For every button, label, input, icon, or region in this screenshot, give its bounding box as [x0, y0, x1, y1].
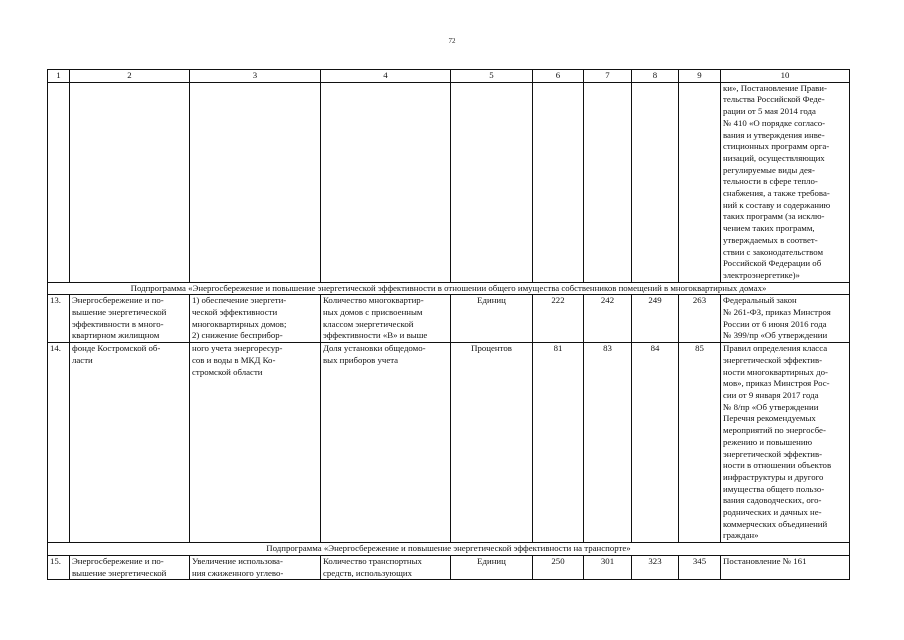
column-header: 5: [451, 70, 533, 83]
row-number: 15.: [48, 555, 70, 579]
task-cell: ного учета энергоресур- сов и воды в МКД Ко- стромской области: [190, 343, 321, 543]
column-header: 10: [721, 70, 850, 83]
table-row: [48, 295, 850, 343]
page-number: 72: [448, 37, 456, 45]
table-row-continuation: [48, 82, 850, 282]
value-cell: 242: [584, 295, 632, 343]
value-cell: 301: [584, 555, 632, 579]
column-header: 1: [48, 70, 70, 83]
event-name-cell: Энергосбережение и по- вышение энергетической эффективности в много- квартирном жилищном: [70, 295, 190, 343]
value-cell: 222: [533, 295, 584, 343]
column-header: 4: [321, 70, 451, 83]
column-header: 7: [584, 70, 632, 83]
column-number-row: [48, 70, 850, 83]
legal-basis-cell: Правил определения класса энергетической эффектив- ности многоквартирных до- мов», приказ Минстроя Рос- сии от 9 января 2017 года № 8/пр «Об утверждении Перечня рекомендуемых мероприятий по энергосбе- режению и повышению энергетической эффектив- ности в отношении объектов инфраструктуры и другого имущества общего пользо- вания садоводческих, ого- роднических и дачных не- коммерческих объединений граждан»: [721, 343, 850, 543]
legal-basis-cell: ки», Постановление Прави- тельства Российской Феде- рации от 5 мая 2014 года № 410 «О порядке согласо- вания и утверждения инве- стиционных программ орга- низаций, осуществляющих регулируемые виды дея- тельности в сфере тепло- снабжения, а также требова- ний к составу и содержанию таких программ (за исклю- чением таких программ, утверждаемых в соответ- ствии с законодательством Российской Федерации об электроэнергетике)»: [721, 82, 850, 282]
subprogram-title: Подпрограмма «Энергосбережение и повышение энергетической эффективности на транспорте»: [48, 543, 850, 556]
row-number: 13.: [48, 295, 70, 343]
indicator-cell: Количество транспортных средств, использующих: [321, 555, 451, 579]
table-row: [48, 555, 850, 579]
column-header: 6: [533, 70, 584, 83]
column-header: 9: [679, 70, 721, 83]
value-cell: 345: [679, 555, 721, 579]
value-cell: 249: [632, 295, 679, 343]
program-table: [47, 69, 850, 580]
subprogram-title: Подпрограмма «Энергосбережение и повышение энергетической эффективности в отношении общего имущества собственников помещений в многоквартирных домах»: [48, 282, 850, 295]
column-header: 2: [70, 70, 190, 83]
value-cell: 83: [584, 343, 632, 543]
table-row: [48, 343, 850, 543]
column-header: 3: [190, 70, 321, 83]
value-cell: 323: [632, 555, 679, 579]
indicator-cell: Количество многоквартир- ных домов с присвоенным классом энергетической эффективности «В» и выше: [321, 295, 451, 343]
subprogram-row: [48, 543, 850, 556]
value-cell: 250: [533, 555, 584, 579]
legal-basis-cell: Федеральный закон № 261-ФЗ, приказ Минстроя России от 6 июня 2016 года № 399/пр «Об утверждении: [721, 295, 850, 343]
value-cell: 84: [632, 343, 679, 543]
column-header: 8: [632, 70, 679, 83]
indicator-cell: Доля установки общедомо- вых приборов учета: [321, 343, 451, 543]
value-cell: 85: [679, 343, 721, 543]
unit-cell: Процентов: [451, 343, 533, 543]
task-cell: 1) обеспечение энергети- ческой эффективности многоквартирных домов; 2) снижение бесприбор-: [190, 295, 321, 343]
event-name-cell: Энергосбережение и по- вышение энергетической: [70, 555, 190, 579]
row-number: 14.: [48, 343, 70, 543]
task-cell: Увеличение использова- ния сжиженного углево-: [190, 555, 321, 579]
unit-cell: Единиц: [451, 295, 533, 343]
value-cell: 263: [679, 295, 721, 343]
event-name-cell: фонде Костромской об- ласти: [70, 343, 190, 543]
value-cell: 81: [533, 343, 584, 543]
legal-basis-cell: Постановление № 161: [721, 555, 850, 579]
unit-cell: Единиц: [451, 555, 533, 579]
subprogram-row: [48, 282, 850, 295]
